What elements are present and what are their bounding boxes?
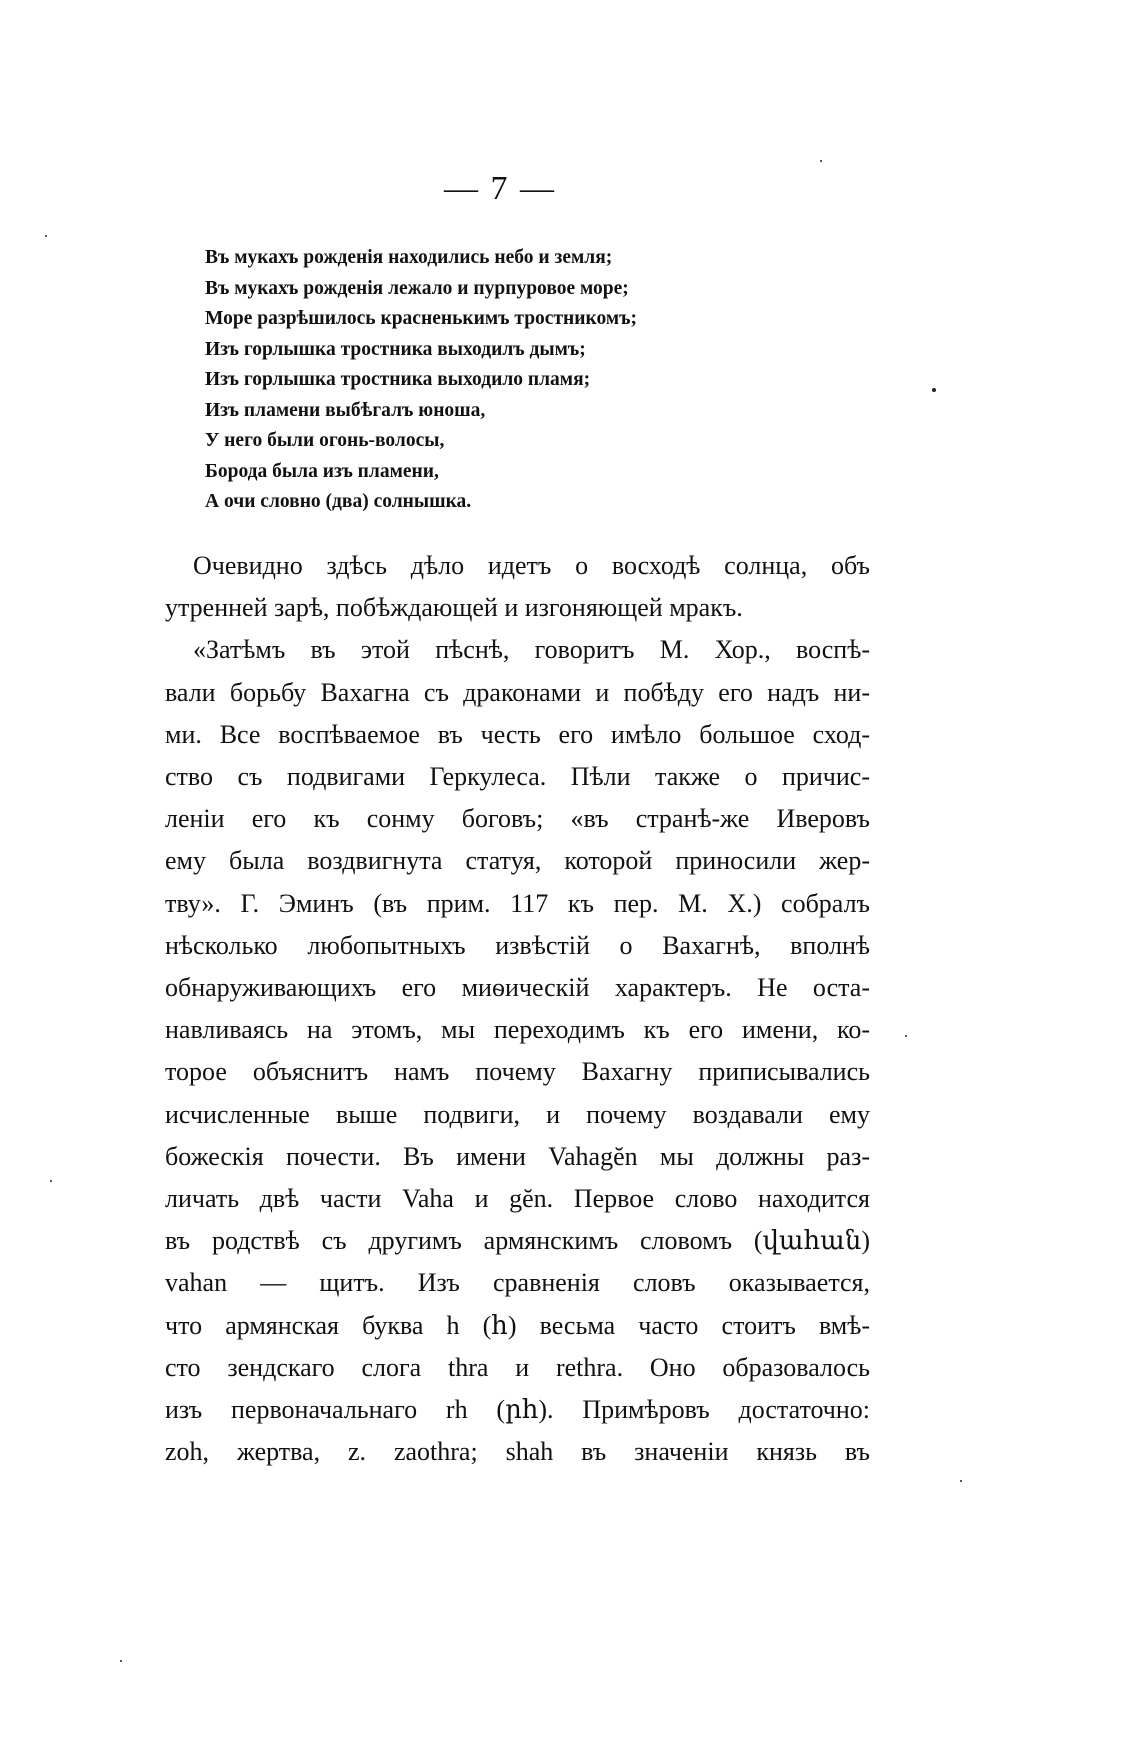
scan-speck bbox=[932, 388, 936, 392]
text-line: Очевидно здѣсь дѣло идетъ о восходѣ солнца, объ bbox=[193, 551, 870, 580]
text-line: ми. Все воспѣваемое въ честь его имѣло большое сход- bbox=[165, 719, 870, 749]
text-line: zoh, жертва, z. zaothra; shah въ значеніи князь въ bbox=[165, 1437, 870, 1467]
text-line: личать двѣ части Vaha и gĕn. Первое слово находится bbox=[165, 1184, 870, 1214]
text-line: «Затѣмъ въ этой пѣснѣ, говоритъ М. Хор., воспѣ- bbox=[193, 635, 870, 665]
paragraph bbox=[165, 545, 870, 629]
text-line: божескія почести. Въ имени Vahagĕn мы должны раз- bbox=[165, 1141, 870, 1171]
paragraph bbox=[165, 629, 870, 1473]
text-line: торое объяснитъ намъ почему Вахагну приписывались bbox=[165, 1057, 870, 1087]
text-line: сто зендскаго слога thra и rethra. Оно образовалось bbox=[165, 1352, 870, 1382]
text-line: что армянская буква h (հ) весьма часто стоитъ вмѣ- bbox=[165, 1310, 870, 1340]
verse-line: Изъ горлышка тростника выходилъ дымъ; bbox=[205, 338, 586, 360]
text-line: ему была воздвигнута статуя, которой приносили жер- bbox=[165, 846, 870, 876]
verse-line: Изъ пламени выбѣгалъ юноша, bbox=[205, 399, 486, 421]
text-line: изъ первоначальнаго rh (րհ). Примѣровъ достаточно: bbox=[165, 1395, 870, 1425]
text-line: навливаясь на этомъ, мы переходимъ къ его имени, ко- bbox=[165, 1015, 870, 1045]
verse-block bbox=[205, 243, 637, 518]
text-line: въ родствѣ съ другимъ армянскимъ словомъ (վահան) bbox=[165, 1226, 870, 1256]
scan-speck bbox=[905, 1035, 907, 1037]
text-line: утренней зарѣ, побѣждающей и изгоняющей мракъ. bbox=[165, 593, 743, 623]
prose-body bbox=[165, 545, 870, 1473]
verse-line: Въ мукахъ рожденія лежало и пурпуровое море; bbox=[205, 277, 629, 299]
page-number: — 7 — bbox=[444, 170, 556, 207]
text-line: леніи его къ сонму боговъ; «въ странѣ-же Иверовъ bbox=[165, 804, 870, 834]
scan-speck bbox=[820, 160, 822, 162]
text-line: ство съ подвигами Геркулеса. Пѣли также о причис- bbox=[165, 762, 870, 792]
verse-line: Борода была изъ пламени, bbox=[205, 460, 439, 482]
scan-speck bbox=[45, 235, 47, 237]
text-line: тву». Г. Эминъ (въ прим. 117 къ пер. М. Х.) собралъ bbox=[165, 888, 870, 918]
scan-speck bbox=[50, 1180, 52, 1182]
scan-speck bbox=[960, 1480, 962, 1482]
verse-line: У него были огонь-волосы, bbox=[205, 430, 445, 451]
text-line: обнаруживающихъ его миѳическій характеръ. Не оста- bbox=[165, 973, 870, 1003]
scan-speck bbox=[120, 1660, 122, 1662]
verse-line: Въ мукахъ рожденія находились небо и земля; bbox=[205, 247, 613, 268]
text-line: нѣсколько любопытныхъ извѣстій о Вахагнѣ, вполнѣ bbox=[165, 930, 870, 960]
text-line: вали борьбу Вахагна съ драконами и побѣду его надъ ни- bbox=[165, 677, 870, 707]
text-line: исчисленные выше подвиги, и почему воздавали ему bbox=[165, 1099, 870, 1129]
verse-line: Изъ горлышка тростника выходило пламя; bbox=[205, 369, 591, 390]
verse-line: Море разрѣшилось красненькимъ тростникомъ; bbox=[205, 308, 638, 329]
verse-line: А очи словно (два) солнышка. bbox=[205, 491, 472, 512]
text-line: vahan — щитъ. Изъ сравненія словъ оказывается, bbox=[165, 1268, 870, 1298]
